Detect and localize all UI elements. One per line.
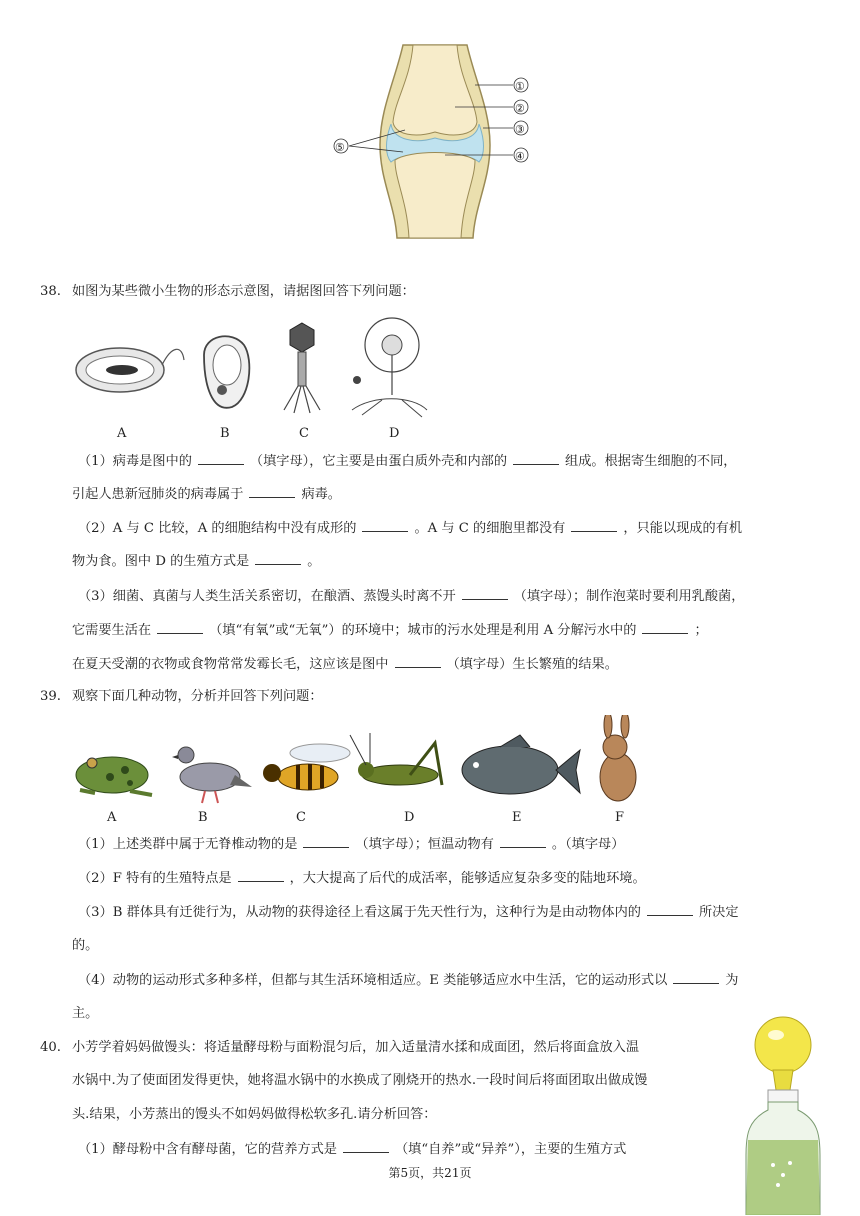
answer-blank[interactable] <box>500 835 546 848</box>
microbe-label-d: D <box>389 426 400 441</box>
q38-p3-line1: （3）细菌、真菌与人类生活关系密切，在酿酒、蒸馒头时离不开 （填字母）；制作泡菜时要利用乳酸菌， <box>78 589 745 604</box>
microbe-label-b: B <box>220 426 230 441</box>
animal-label-b: B <box>198 810 208 825</box>
q39-p3-line1: （3）B 群体具有迁徙行为，从动物的获得途径上看这属于先天性行为，这种行为是由动物体内的 所决定 <box>78 905 739 920</box>
q40-line1: 小芳学着妈妈做馒头：将适量酵母粉与面粉混匀后，加入适量清水揉和成面团，然后将面盒放入温 <box>72 1040 640 1055</box>
bacterium-icon <box>76 348 184 392</box>
q39-p4-line2: 主。 <box>72 1006 99 1021</box>
q38-p3-line2: 它需要生活在 （填“有氧”或“无氧”）的环境中；城市的污水处理是利用 A 分解污水中的 ； <box>72 623 708 638</box>
q39-p3-line2: 的。 <box>72 938 99 953</box>
animal-label-d: D <box>404 810 415 825</box>
answer-blank[interactable] <box>395 655 441 668</box>
virus-icon <box>284 323 320 413</box>
answer-blank[interactable] <box>198 452 244 465</box>
answer-blank[interactable] <box>513 452 559 465</box>
joint-diagram <box>325 40 545 240</box>
joint-label-4: ④ <box>515 150 525 163</box>
answer-blank[interactable] <box>157 621 203 634</box>
joint-label-3: ③ <box>515 123 525 136</box>
answer-blank[interactable] <box>462 587 508 600</box>
q38-number: 38. <box>40 284 61 299</box>
microbe-images <box>72 315 432 425</box>
q38-p2-line2: 物为食。图中 D 的生殖方式是 。 <box>72 554 321 569</box>
animal-label-f: F <box>615 810 625 825</box>
answer-blank[interactable] <box>571 519 617 532</box>
answer-blank[interactable] <box>249 485 295 498</box>
q39-number: 39. <box>40 689 61 704</box>
pigeon-icon <box>172 747 252 803</box>
q38-p3-line3: 在夏天受潮的衣物或食物常常发霉长毛，这应该是图中 （填字母）生长繁殖的结果。 <box>72 657 618 672</box>
answer-blank[interactable] <box>673 971 719 984</box>
animal-label-c: C <box>296 810 306 825</box>
animal-label-e: E <box>512 810 522 825</box>
microbe-label-c: C <box>299 426 309 441</box>
joint-label-2: ② <box>515 102 525 115</box>
answer-blank[interactable] <box>343 1140 389 1153</box>
answer-blank[interactable] <box>238 869 284 882</box>
joint-label-1: ① <box>515 80 525 93</box>
yeast-icon <box>204 336 249 408</box>
flask-balloon-image <box>738 1015 828 1215</box>
answer-blank[interactable] <box>647 903 693 916</box>
answer-blank[interactable] <box>362 519 408 532</box>
q39-stem: 观察下面几种动物，分析并回答下列问题： <box>72 689 323 704</box>
joint-label-5: ⑤ <box>335 141 345 154</box>
q38-p1-line1: （1）病毒是图中的 （填字母），它主要是由蛋白质外壳和内部的 组成。根据寄生细胞的不同， <box>78 454 737 469</box>
q38-p2-line1: （2）A 与 C 比较，A 的细胞结构中没有成形的 。A 与 C 的细胞里都没有 ，只能以现成的有机 <box>78 521 743 536</box>
animal-label-a: A <box>107 810 117 825</box>
page-footer: 第5页，共21页 <box>388 1166 472 1180</box>
answer-blank[interactable] <box>642 621 688 634</box>
q38-stem: 如图为某些微小生物的形态示意图，请据图回答下列问题： <box>72 284 415 299</box>
animal-images <box>70 715 650 810</box>
rabbit-icon <box>600 715 636 801</box>
answer-blank[interactable] <box>255 552 301 565</box>
q39-p1: （1）上述类群中属于无脊椎动物的是 （填字母）；恒温动物有 。（填字母） <box>78 837 625 852</box>
q40-line3: 头.结果，小芳蒸出的馒头不如妈妈做得松软多孔.请分析回答： <box>72 1107 437 1122</box>
answer-blank[interactable] <box>303 835 349 848</box>
microbe-label-a: A <box>117 426 127 441</box>
q40-number: 40. <box>40 1040 61 1055</box>
q40-line2: 水锅中.为了使面团发得更快，她将温水锅中的水换成了刚烧开的热水.一段时间后将面团取出做成馒 <box>72 1073 648 1088</box>
fish-icon <box>462 735 580 794</box>
q39-p2: （2）F 特有的生殖特点是 ，大大提高了后代的成活率，能够适应复杂多变的陆地环境。 <box>78 871 646 886</box>
q38-p1-line2: 引起人患新冠肺炎的病毒属于 病毒。 <box>72 487 341 502</box>
mold-icon <box>352 318 427 417</box>
q39-p4-line1: （4）动物的运动形式多种多样，但都与其生活环境相适应。E 类能够适应水中生活，它的运动形式以 为 <box>78 973 739 988</box>
grasshopper-icon <box>350 733 442 785</box>
frog-icon <box>76 757 152 795</box>
bee-icon <box>263 744 350 790</box>
q40-p1: （1）酵母粉中含有酵母菌，它的营养方式是 （填“自养”或“异养”），主要的生殖方式 <box>78 1142 627 1157</box>
